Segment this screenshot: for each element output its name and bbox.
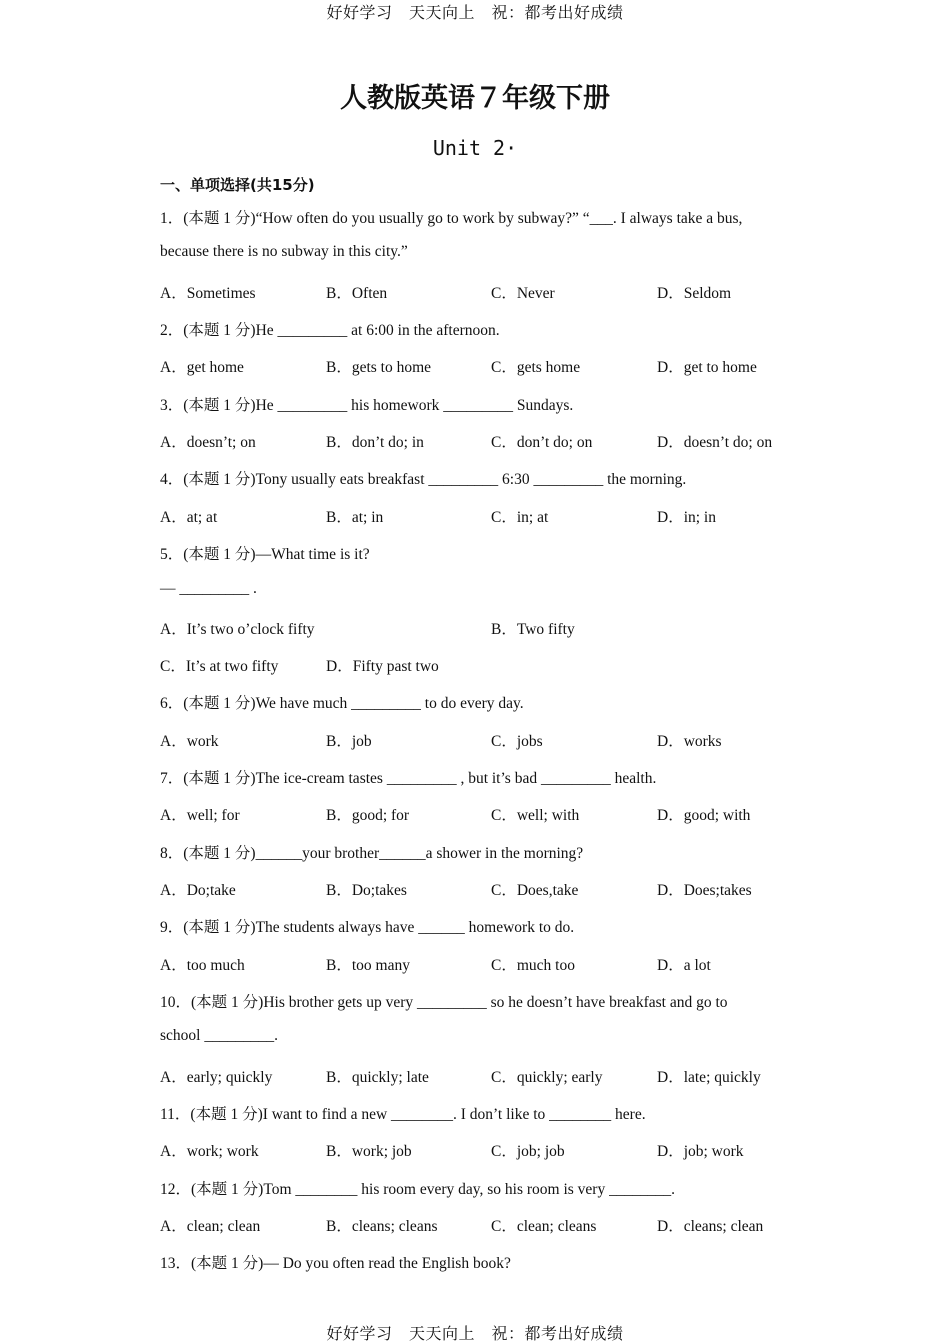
question-10-stem: 10．(本题 1 分)His brother gets up very _________ so he doesn’t have breakfast and go to bbox=[160, 994, 728, 1011]
question-6-stem: 6．(本题 1 分)We have much _________ to do every day. bbox=[160, 695, 524, 712]
q6-option-c: C．jobs bbox=[491, 733, 543, 750]
q7-option-d: D．good; with bbox=[657, 807, 751, 824]
q9-option-a: A．too much bbox=[160, 957, 245, 974]
q3-option-b: B．don’t do; in bbox=[326, 434, 424, 451]
question-8-stem: 8．(本题 1 分)______your brother______a shower in the morning? bbox=[160, 845, 584, 862]
q10-option-c: C．quickly; early bbox=[491, 1069, 603, 1086]
question-1-stem-cont: because there is no subway in this city.” bbox=[160, 243, 408, 260]
q4-option-d: D．in; in bbox=[657, 509, 716, 526]
q3-option-c: C．don’t do; on bbox=[491, 434, 593, 451]
q5-option-a: A．It’s two o’clock fifty bbox=[160, 621, 315, 638]
q3-option-d: D．doesn’t do; on bbox=[657, 434, 773, 451]
q11-option-a: A．work; work bbox=[160, 1143, 259, 1160]
section-heading: 一、单项选择(共15分) bbox=[160, 176, 315, 194]
q2-option-d: D．get to home bbox=[657, 359, 757, 376]
question-10-stem-cont: school _________. bbox=[160, 1027, 278, 1044]
question-4-stem: 4．(本题 1 分)Tony usually eats breakfast _________ 6:30 _________ the morning. bbox=[160, 471, 687, 488]
q8-option-b: B．Do;takes bbox=[326, 882, 407, 899]
question-2-stem: 2．(本题 1 分)He _________ at 6:00 in the afternoon. bbox=[160, 322, 500, 339]
q8-option-c: C．Does,take bbox=[491, 882, 579, 899]
question-5-stem-cont: — _________ . bbox=[160, 580, 257, 597]
q10-option-b: B．quickly; late bbox=[326, 1069, 429, 1086]
q11-option-c: C．job; job bbox=[491, 1143, 565, 1160]
q4-option-c: C．in; at bbox=[491, 509, 549, 526]
page-header: 好好学习 天天向上 祝：都考出好成绩 bbox=[326, 3, 624, 22]
q1-option-b: B．Often bbox=[326, 285, 388, 302]
q8-option-d: D．Does;takes bbox=[657, 882, 752, 899]
q3-option-a: A．doesn’t; on bbox=[160, 434, 256, 451]
question-12-stem: 12．(本题 1 分)Tom ________ his room every day, so his room is very ________. bbox=[160, 1181, 675, 1198]
q2-option-a: A．get home bbox=[160, 359, 244, 376]
q6-option-b: B．job bbox=[326, 733, 372, 750]
q11-option-d: D．job; work bbox=[657, 1143, 744, 1160]
q5-option-b: B．Two fifty bbox=[491, 621, 575, 638]
q12-option-a: A．clean; clean bbox=[160, 1218, 261, 1235]
q4-option-b: B．at; in bbox=[326, 509, 384, 526]
page-title: 人教版英语７年级下册 bbox=[340, 83, 610, 114]
q1-option-d: D．Seldom bbox=[657, 285, 732, 302]
q12-option-d: D．cleans; clean bbox=[657, 1218, 764, 1235]
q2-option-c: C．gets home bbox=[491, 359, 581, 376]
q10-option-d: D．late; quickly bbox=[657, 1069, 761, 1086]
q7-option-c: C．well; with bbox=[491, 807, 580, 824]
question-3-stem: 3．(本题 1 分)He _________ his homework _________ Sundays. bbox=[160, 397, 574, 414]
question-5-stem: 5．(本题 1 分)—What time is it? bbox=[160, 546, 370, 563]
q1-option-a: A．Sometimes bbox=[160, 285, 256, 302]
q5-option-c: C．It’s at two fifty bbox=[160, 658, 279, 675]
page-footer: 好好学习 天天向上 祝：都考出好成绩 bbox=[326, 1324, 624, 1343]
question-7-stem: 7．(本题 1 分)The ice-cream tastes _________ , but it’s bad _________ health. bbox=[160, 770, 657, 787]
q4-option-a: A．at; at bbox=[160, 509, 218, 526]
q8-option-a: A．Do;take bbox=[160, 882, 236, 899]
question-13-stem: 13．(本题 1 分)— Do you often read the English book? bbox=[160, 1255, 511, 1272]
q6-option-a: A．work bbox=[160, 733, 219, 750]
q6-option-d: D．works bbox=[657, 733, 722, 750]
q9-option-d: D．a lot bbox=[657, 957, 711, 974]
q7-option-a: A．well; for bbox=[160, 807, 240, 824]
question-9-stem: 9．(本题 1 分)The students always have ______ homework to do. bbox=[160, 919, 575, 936]
q5-option-d: D．Fifty past two bbox=[326, 658, 439, 675]
unit-subtitle: Unit 2· bbox=[432, 136, 518, 160]
q7-option-b: B．good; for bbox=[326, 807, 410, 824]
q9-option-c: C．much too bbox=[491, 957, 575, 974]
q2-option-b: B．gets to home bbox=[326, 359, 432, 376]
question-11-stem: 11．(本题 1 分)I want to find a new ________. I don’t like to ________ here. bbox=[160, 1106, 646, 1123]
question-1-stem: 1．(本题 1 分)“How often do you usually go to work by subway?” “___. I always take a bus, bbox=[160, 210, 743, 227]
q12-option-b: B．cleans; cleans bbox=[326, 1218, 438, 1235]
q1-option-c: C．Never bbox=[491, 285, 555, 302]
q10-option-a: A．early; quickly bbox=[160, 1069, 273, 1086]
q12-option-c: C．clean; cleans bbox=[491, 1218, 597, 1235]
q9-option-b: B．too many bbox=[326, 957, 410, 974]
q11-option-b: B．work; job bbox=[326, 1143, 412, 1160]
